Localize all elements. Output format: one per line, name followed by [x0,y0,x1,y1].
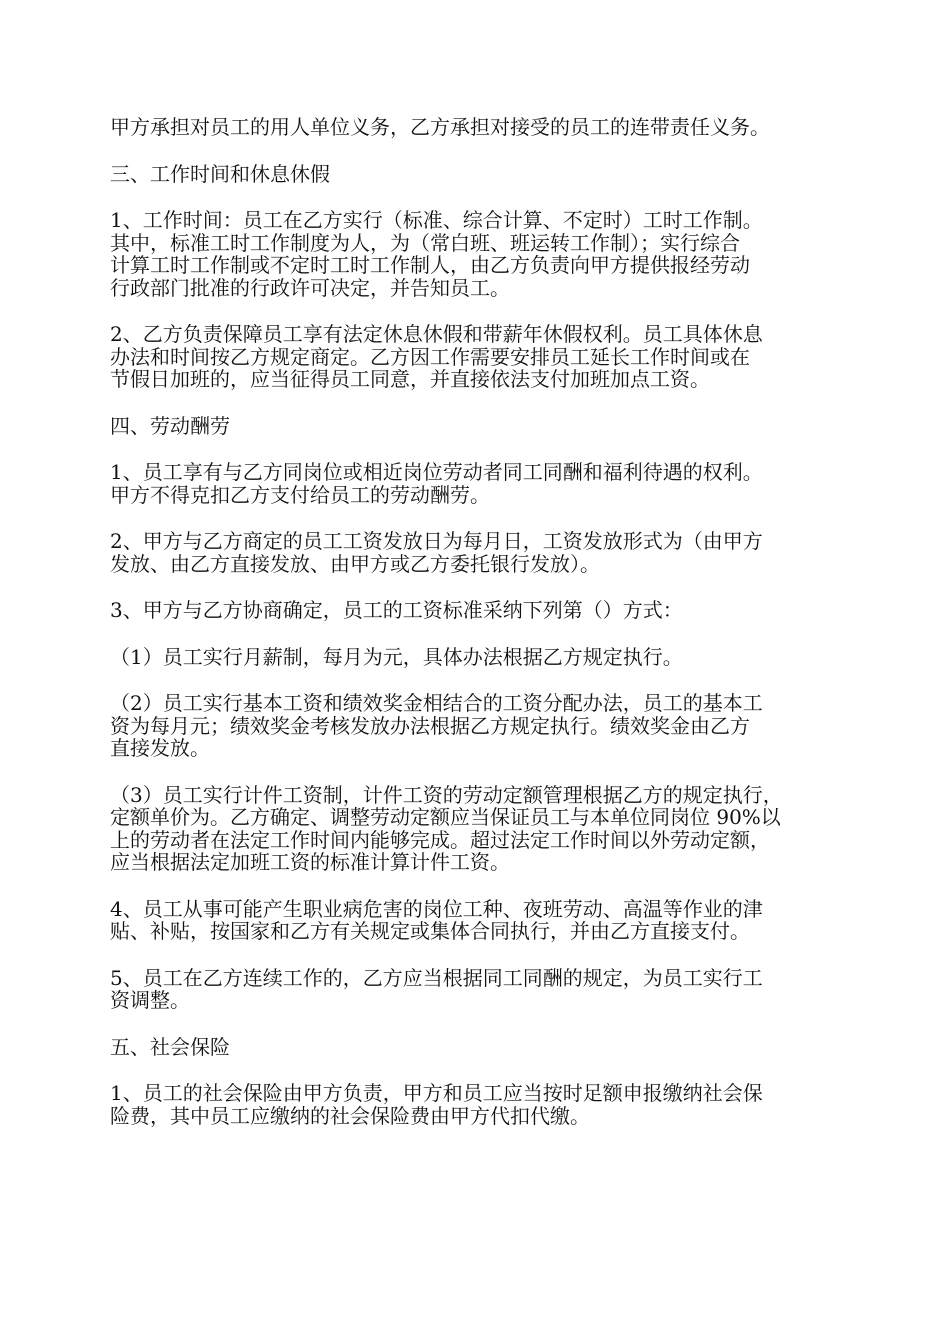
section-heading-social-insurance: 五、社会保险 [110,1034,230,1059]
section-heading-remuneration: 四、劳动酬劳 [110,413,230,438]
paragraph-remuneration-3-option-2: （2）员工实行基本工资和绩效奖金相结合的工资分配办法，员工的基本工 资为每月元；绩效奖金考核发放办法根据乙方规定执行。绩效奖金由乙方 直接发放。 [110,691,763,760]
document-body [110,116,850,1151]
paragraph-remuneration-3: 3、甲方与乙方协商确定，员工的工资标准采纳下列第（）方式： [110,598,683,622]
paragraph-work-time-2: 2、乙方负责保障员工享有法定休息休假和带薪年休假权利。员工具体休息 办法和时间按乙方规定商定。乙方因工作需要安排员工延长工作时间或在 节假日加班的，应当征得员工同意，并直接依法支付加班加点工资。 [110,322,763,391]
paragraph-remuneration-5: 5、员工在乙方连续工作的，乙方应当根据同工同酬的规定，为员工实行工 资调整。 [110,965,763,1012]
paragraph-work-time-1: 1、工作时间：员工在乙方实行（标准、综合计算、不定时）工时工作制。 其中，标准工时工作制度为人，为（常白班、班运转工作制）；实行综合 计算工时工作制或不定时工时工作制人，由乙方负责向甲方提供报经劳动 行政部门批准的行政许可决定，并告知员工。 [110,208,763,300]
paragraph-remuneration-3-option-1: （1）员工实行月薪制，每月为元，具体办法根据乙方规定执行。 [110,644,683,669]
paragraph-remuneration-4: 4、员工从事可能产生职业病危害的岗位工种、夜班劳动、高温等作业的津 贴、补贴，按国家和乙方有关规定或集体合同执行，并由乙方直接支付。 [110,896,763,943]
section-heading-work-time: 三、工作时间和休息休假 [110,161,330,186]
paragraph-intro: 甲方承担对员工的用人单位义务，乙方承担对接受的员工的连带责任义务。 [110,115,770,139]
paragraph-remuneration-2: 2、甲方与乙方商定的员工工资发放日为每月日，工资发放形式为（由甲方 发放、由乙方直接发放、由甲方或乙方委托银行发放）。 [110,529,763,576]
paragraph-remuneration-3-option-3: （3）员工实行计件工资制，计件工资的劳动定额管理根据乙方的规定执行， 定额单价为。乙方确定、调整劳动定额应当保证员工与本单位同岗位 90%以 上的劳动者在法定工作时间内能够完成。超过法定工作时间以外劳动定额， 应当根据法定加班工资的标准计算计件工资。 [110,782,783,874]
paragraph-remuneration-1: 1、员工享有与乙方同岗位或相近岗位劳动者同工同酬和福利待遇的权利。 甲方不得克扣乙方支付给员工的劳动酬劳。 [110,460,763,507]
paragraph-social-insurance-1: 1、员工的社会保险由甲方负责，甲方和员工应当按时足额申报缴纳社会保 险费，其中员工应缴纳的社会保险费由甲方代扣代缴。 [110,1081,763,1128]
